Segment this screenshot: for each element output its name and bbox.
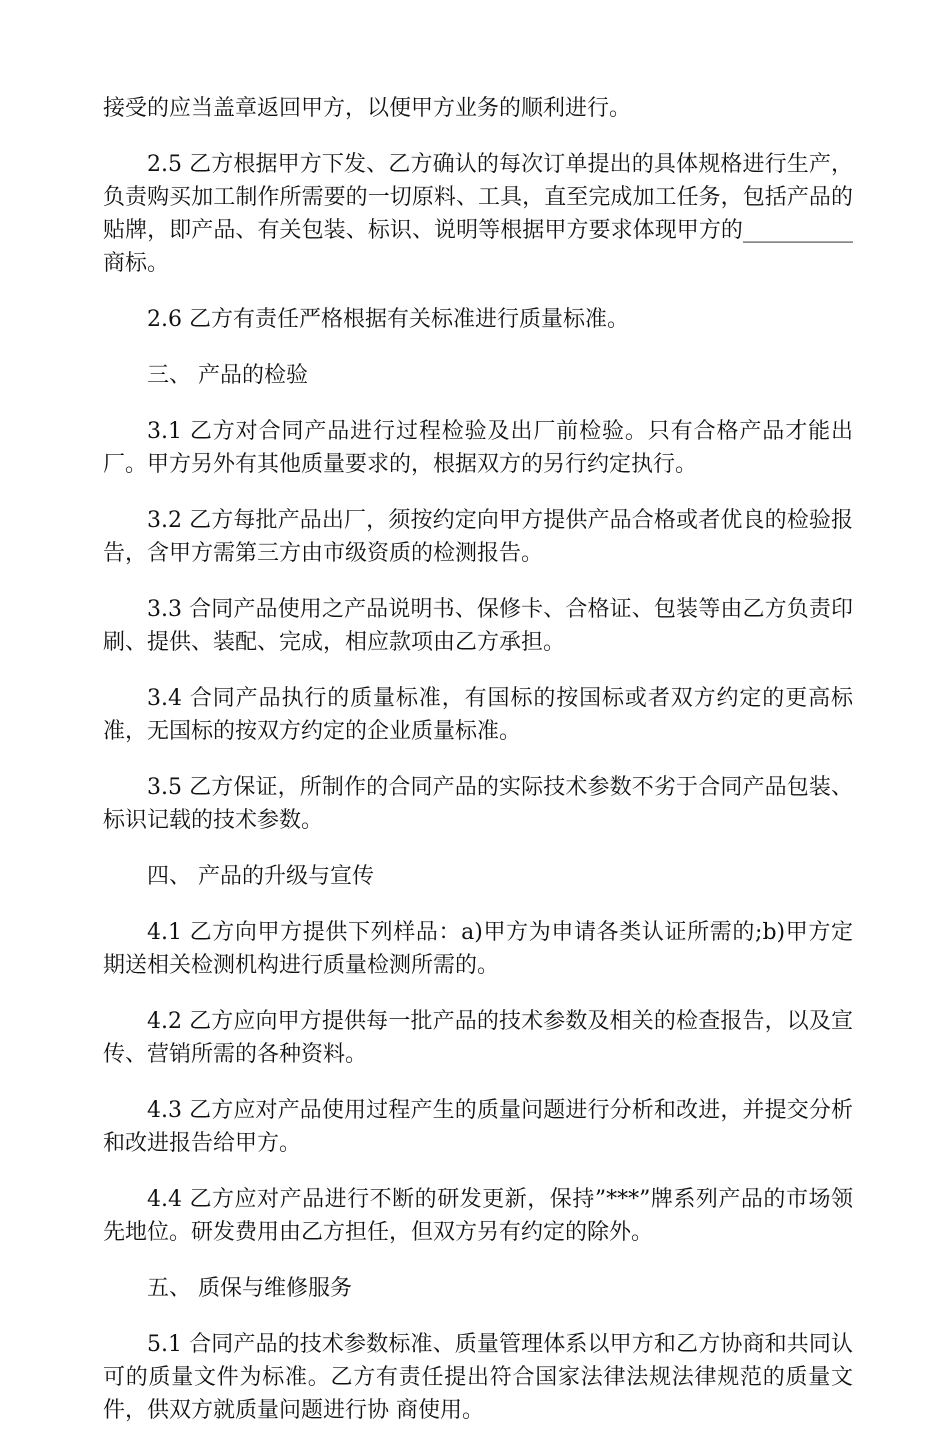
clause-5-1: 5.1 合同产品的技术参数标准、质量管理体系以甲方和乙方协商和共同认可的质量文件为标准。乙方有责任提出符合国家法律法规法律规范的质量文件，供双方就质量问题进行协 商使用。	[103, 1332, 853, 1423]
section-heading-5: 五、 质保与维修服务	[147, 1276, 352, 1301]
clause-3-1: 3.1 乙方对合同产品进行过程检验及出厂前检验。只有合格产品才能出厂。甲方另外有其他质量要求的，根据双方的另行约定执行。	[103, 419, 853, 477]
document-page	[103, 92, 853, 1450]
paragraph-intro: 接受的应当盖章返回甲方，以便甲方业务的顺利进行。	[103, 96, 632, 121]
clause-4-2: 4.2 乙方应向甲方提供每一批产品的技术参数及相关的检查报告，以及宣传、营销所需的各种资料。	[103, 1009, 853, 1067]
clause-4-1: 4.1 乙方向甲方提供下列样品：a)甲方为申请各类认证所需的;b)甲方定期送相关检测机构进行质量检测所需的。	[103, 920, 853, 978]
clause-3-4: 3.4 合同产品执行的质量标准，有国标的按国标或者双方约定的更高标准，无国标的按双方约定的企业质量标准。	[103, 686, 853, 744]
clause-4-3: 4.3 乙方应对产品使用过程产生的质量问题进行分析和改进，并提交分析和改进报告给甲方。	[103, 1098, 853, 1156]
section-heading-3: 三、 产品的检验	[147, 363, 308, 388]
clause-2-6: 2.6 乙方有责任严格根据有关标准进行质量标准。	[147, 307, 629, 332]
clause-3-3: 3.3 合同产品使用之产品说明书、保修卡、合格证、包装等由乙方负责印刷、提供、装配、完成，相应款项由乙方承担。	[103, 597, 853, 655]
clause-4-4: 4.4 乙方应对产品进行不断的研发更新，保持”***”牌系列产品的市场领先地位。研发费用由乙方担任，但双方另有约定的除外。	[103, 1187, 853, 1245]
clause-3-2: 3.2 乙方每批产品出厂，须按约定向甲方提供产品合格或者优良的检验报告，含甲方需第三方由市级资质的检测报告。	[103, 508, 853, 566]
clause-2-5: 2.5 乙方根据甲方下发、乙方确认的每次订单提出的具体规格进行生产，负责购买加工制作所需要的一切原料、工具，直至完成加工任务，包括产品的贴牌，即产品、有关包装、标识、说明等根据甲方要求体现甲方的__________商标。	[103, 152, 853, 276]
section-heading-4: 四、 产品的升级与宣传	[147, 864, 374, 889]
clause-3-5: 3.5 乙方保证，所制作的合同产品的实际技术参数不劣于合同产品包装、标识记载的技术参数。	[103, 775, 853, 833]
